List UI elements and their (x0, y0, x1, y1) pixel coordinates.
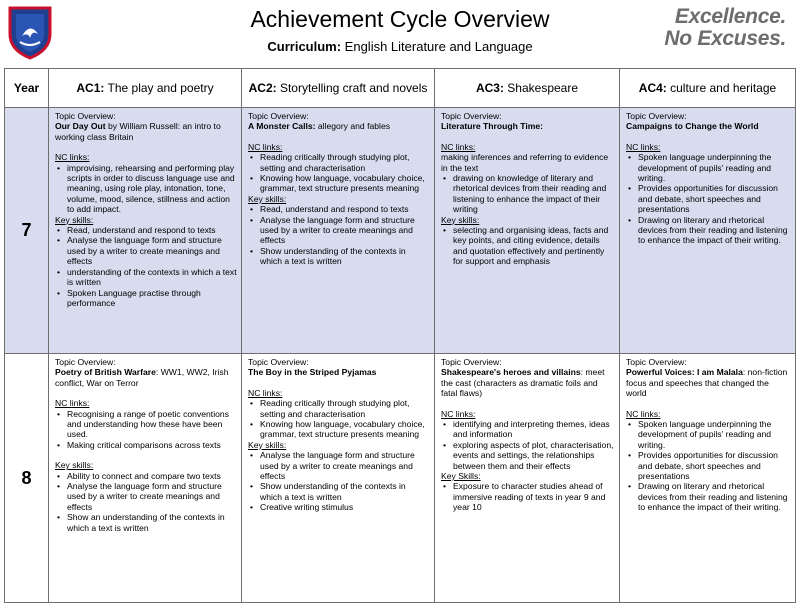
list-item: • Reading critically through studying plot, setting and characterisation (260, 152, 430, 173)
nc-links-list (55, 163, 237, 215)
topic-title: A Monster Calls: allegory and fables (248, 121, 391, 132)
list-item: • Show an understanding of the contexts in which a text is written (67, 512, 237, 533)
list-item: • Recognising a range of poetic conventions and understanding how these have been used. (67, 409, 237, 440)
list-item: • Spoken language underpinning the development of pupils' reading and writing. (638, 152, 791, 183)
list-item: • Exposure to character studies ahead of immersive reading of texts in year 9 and year 10 (453, 481, 615, 512)
topic-overview-label: Topic Overview: (441, 357, 502, 367)
cell-y8-ac1 (49, 354, 242, 603)
topic-overview-label: Topic Overview: (626, 111, 687, 121)
key-skills-label: Key skills: (441, 214, 480, 225)
nc-links-label: NC links: (441, 408, 476, 419)
key-skills-label: Key skills: (55, 214, 94, 225)
header-ac2: AC2: Storytelling craft and novels (242, 69, 435, 108)
nc-links-list (626, 419, 791, 513)
nc-links-list (441, 419, 615, 471)
list-item: • Creative writing stimulus (260, 502, 430, 512)
nc-links-list (441, 173, 615, 215)
topic-overview-label: Topic Overview: (55, 357, 116, 367)
list-item: • Read, understand and respond to texts (260, 204, 430, 214)
header-ac4: AC4: culture and heritage (620, 69, 796, 108)
year-7-row (5, 108, 796, 354)
list-item: • Provides opportunities for discussion and debate, short speeches and presentations (638, 450, 791, 481)
year-8-row (5, 354, 796, 603)
key-skills-list (248, 450, 430, 512)
list-item: • Analyse the language form and structure used by a writer to create meanings and effects (260, 450, 430, 481)
list-item: • Show understanding of the contexts in which a text is written (260, 481, 430, 502)
topic-title: Our Day Out by William Russell: an intro to working class Britain (55, 121, 221, 142)
list-item: • exploring aspects of plot, characterisation, events and settings, the relationships between them and their effects (453, 440, 615, 471)
nc-links-label: NC links: (626, 141, 661, 152)
list-item: • Knowing how language, vocabulary choice, grammar, text structure presents meaning (260, 419, 430, 440)
cell-y7-ac3 (435, 108, 620, 354)
list-item: • Analyse the language form and structure used by a writer to create meanings and effects (260, 215, 430, 246)
key-skills-list (441, 225, 615, 267)
list-item: • Analyse the language form and structure used by a writer to create meanings and effects (67, 235, 237, 266)
list-item: • Spoken language underpinning the development of pupils' reading and writing. (638, 419, 791, 450)
nc-links-label: NC links: (248, 141, 283, 152)
list-item: • selecting and organising ideas, facts and key points, and citing evidence, details and quotation effectively and pertinently for support and emphasis (453, 225, 615, 267)
nc-links-label: NC links: (55, 152, 90, 163)
key-skills-label: Key skills: (55, 460, 94, 471)
cell-y8-ac3 (435, 354, 620, 603)
year-cell: 8 (5, 354, 49, 603)
list-item: • Read, understand and respond to texts (67, 225, 237, 235)
page-header (0, 0, 800, 66)
header-ac1: AC1: The play and poetry (49, 69, 242, 108)
list-item: • Reading critically through studying plot, setting and characterisation (260, 398, 430, 419)
key-skills-list (441, 481, 615, 512)
list-item: • Analyse the language form and structure used by a writer to create meanings and effects (67, 481, 237, 512)
key-skills-list (55, 225, 237, 308)
subtitle-label: Curriculum: (267, 39, 342, 54)
topic-title: Shakespeare's heroes and villains: meet the cast (characters as dramatic foils and fatal flaws) (441, 367, 605, 399)
nc-links-label: NC links: (248, 387, 283, 398)
header-ac3: AC3: Shakespeare (435, 69, 620, 108)
cell-y7-ac2 (242, 108, 435, 354)
topic-title: Campaigns to Change the World (626, 121, 759, 132)
motto-line-1: Excellence. (674, 5, 786, 28)
list-item: • Show understanding of the contexts in which a text is written (260, 246, 430, 267)
cell-y8-ac2 (242, 354, 435, 603)
key-skills-label: Key skills: (248, 193, 287, 204)
nc-links-label: NC links: (55, 398, 90, 409)
header-year: Year (5, 69, 49, 108)
key-skills-list (55, 471, 237, 533)
nc-links-list (55, 409, 237, 451)
list-item: • Drawing on literary and rhetorical devices from their reading and listening to enhance the impact of their writing. (638, 481, 791, 512)
header-row (5, 69, 796, 108)
list-item: • Drawing on literary and rhetorical devices from their reading and listening to enhance the impact of their writing. (638, 215, 791, 246)
nc-links-label: NC links: (626, 408, 661, 419)
topic-title: Poetry of British Warfare: WW1, WW2, Irish conflict, War on Terror (55, 367, 229, 388)
key-skills-list (248, 204, 430, 266)
motto-line-2: No Excuses. (664, 27, 786, 50)
key-skills-label: Key skills: (248, 439, 287, 450)
list-item: • Spoken Language practise through performance (67, 288, 237, 309)
topic-title: Powerful Voices: I am Malala: non-fiction focus and speeches that changed the world (626, 367, 788, 399)
cell-y7-ac1 (49, 108, 242, 354)
list-item: • identifying and interpreting themes, ideas and information (453, 419, 615, 440)
nc-links-list (248, 152, 430, 194)
curriculum-table (4, 68, 796, 603)
topic-overview-label: Topic Overview: (441, 111, 502, 121)
list-item: • understanding of the contexts in which a text is written (67, 267, 237, 288)
key-skills-label: Key Skills: (441, 471, 481, 482)
topic-overview-label: Topic Overview: (626, 357, 687, 367)
list-item: • Knowing how language, vocabulary choice, grammar, text structure presents meaning (260, 173, 430, 194)
topic-title: Literature Through Time: (441, 121, 544, 132)
topic-overview-label: Topic Overview: (248, 111, 309, 121)
nc-links-label: NC links: (441, 141, 476, 152)
topic-overview-label: Topic Overview: (55, 111, 116, 121)
school-motto (664, 6, 786, 50)
nc-links-list (248, 398, 430, 440)
list-item: • Ability to connect and compare two texts (67, 471, 237, 481)
cell-y8-ac4 (620, 354, 796, 603)
list-item: • improvising, rehearsing and performing play scripts in order to discuss language use and meaning, using role play, intonation, tone, volume, mood, silence, stillness and action to add impact. (67, 163, 237, 215)
subtitle-value: English Literature and Language (341, 39, 533, 54)
list-item: • Provides opportunities for discussion and debate, short speeches and presentations (638, 183, 791, 214)
list-item: • drawing on knowledge of literary and rhetorical devices from their reading and listening to enhance the impact of their writing (453, 173, 615, 215)
year-cell: 7 (5, 108, 49, 354)
list-item: • Making critical comparisons across texts (67, 440, 237, 450)
page-title: Achievement Cycle Overview (250, 6, 550, 32)
nc-links-list (626, 152, 791, 246)
topic-title: The Boy in the Striped Pyjamas (248, 367, 377, 378)
topic-overview-label: Topic Overview: (248, 357, 309, 367)
nc-links-intro: making inferences and referring to evidence in the text (441, 152, 609, 173)
cell-y7-ac4 (620, 108, 796, 354)
